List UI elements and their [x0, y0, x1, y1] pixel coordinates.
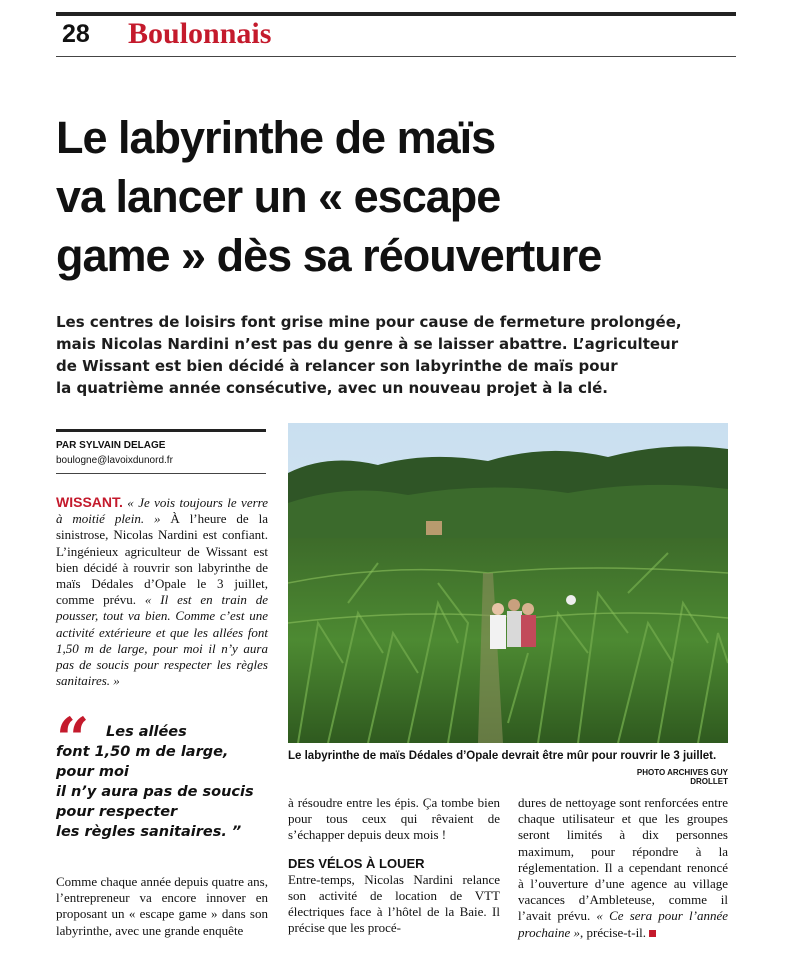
headline: [56, 108, 756, 285]
subheading: DES VÉLOS À LOUER: [288, 855, 425, 871]
lead-line: la quatrième année consécutive, avec un nouveau projet à la clé.: [56, 379, 608, 397]
headline-line: Le labyrinthe de maïs: [56, 112, 496, 163]
photo-credit: PHOTO ARCHIVES GUY DROLLET: [636, 768, 728, 786]
opening-quote: « Je vois toujours le verre à moitié plein. »: [56, 495, 268, 527]
body-text: Entre-temps, Nicolas Nardini relance son activité de location de VTT électriques face à l’hôtel de la Baie. Il précise que les procé-: [288, 871, 500, 936]
article-column-1: [56, 494, 268, 689]
lead-line: de Wissant est bien décidé à relancer son labyrinthe de maïs pour: [56, 357, 618, 375]
lead-line: Les centres de loisirs font grise mine pour cause de fermeture prolongée,: [56, 313, 682, 331]
byline-rule: [56, 429, 266, 432]
body-text: À l’heure de la sinistrose, Nicolas Nardini est confiant. L’ingénieux agriculteur de Wissant est bien décidé à rouvrir son labyrinthe de maïs Dédales d’Opale le 3 juillet, comme prévu.: [56, 511, 268, 608]
pull-quote-text: [56, 722, 286, 842]
pull-quote-line: il n’y aura pas de soucis: [56, 784, 254, 800]
byline-author: PAR SYLVAIN DELAGE: [56, 440, 166, 451]
pull-quote-line: les règles sanitaires. ”: [56, 824, 242, 840]
body-text: dures de nettoyage sont renforcées entre chaque utilisateur et que les groupes seront limités à dix personnes maximum, pour répondre à la réglementation. Il a cependant renoncé à l’ouverture d’une agence au village vacances d’Ambleteuse, comme il l’avait prévu.: [518, 795, 728, 924]
section-title: Boulonnais: [128, 17, 272, 50]
headline-line: game » dès sa réouverture: [56, 230, 602, 281]
pull-quote-line: Les allées: [106, 724, 187, 740]
photo-caption: Le labyrinthe de maïs Dédales d’Opale devrait être mûr pour rouvrir le 3 juillet.: [288, 750, 717, 762]
pull-quote-line: pour respecter: [56, 804, 178, 820]
lead-paragraph: [56, 311, 746, 399]
byline-email[interactable]: boulogne@lavoixdunord.fr: [56, 455, 173, 466]
pull-quote: [56, 705, 286, 842]
body-text: à résoudre entre les épis. Ça tombe bien pour tous ceux qui rêvaient de s’échapper depuis deux mois !: [288, 795, 500, 843]
dateline-city: WISSANT.: [56, 494, 123, 510]
corn-field-image: [288, 423, 728, 743]
pull-quote-line: pour moi: [56, 764, 129, 780]
article-column-2: [288, 795, 500, 937]
header-rule: [56, 56, 736, 57]
quote-mark-icon: “: [56, 705, 90, 773]
page-number: 28: [62, 20, 90, 48]
byline-rule-bottom: [56, 473, 266, 474]
body-text: , précise-t-il.: [579, 924, 647, 940]
article-column-3: [518, 795, 728, 941]
pull-quote-line: font 1,50 m de large,: [56, 744, 229, 760]
end-of-article-icon: [649, 930, 656, 937]
inline-quote: « Ce sera pour l’année prochaine »: [518, 908, 728, 940]
headline-line: va lancer un « escape: [56, 171, 501, 222]
photo-corn-maze: [288, 423, 728, 743]
top-rule: [56, 12, 736, 16]
lead-line: mais Nicolas Nardini n’est pas du genre à se laisser abattre. L’agriculteur: [56, 335, 679, 353]
inline-quote: « Il est en train de pousser, tout va bien. Comme c’est une activité extérieure et que les allées font 1,50 m de large, pour moi il n’y aura pas de soucis pour respecter les règles sanitaires. »: [56, 592, 268, 689]
article-column-1-continued: Comme chaque année depuis quatre ans, l’entrepreneur va encore innover en proposant un « escape game » dans son labyrinthe, avec une grande enquête: [56, 874, 268, 938]
